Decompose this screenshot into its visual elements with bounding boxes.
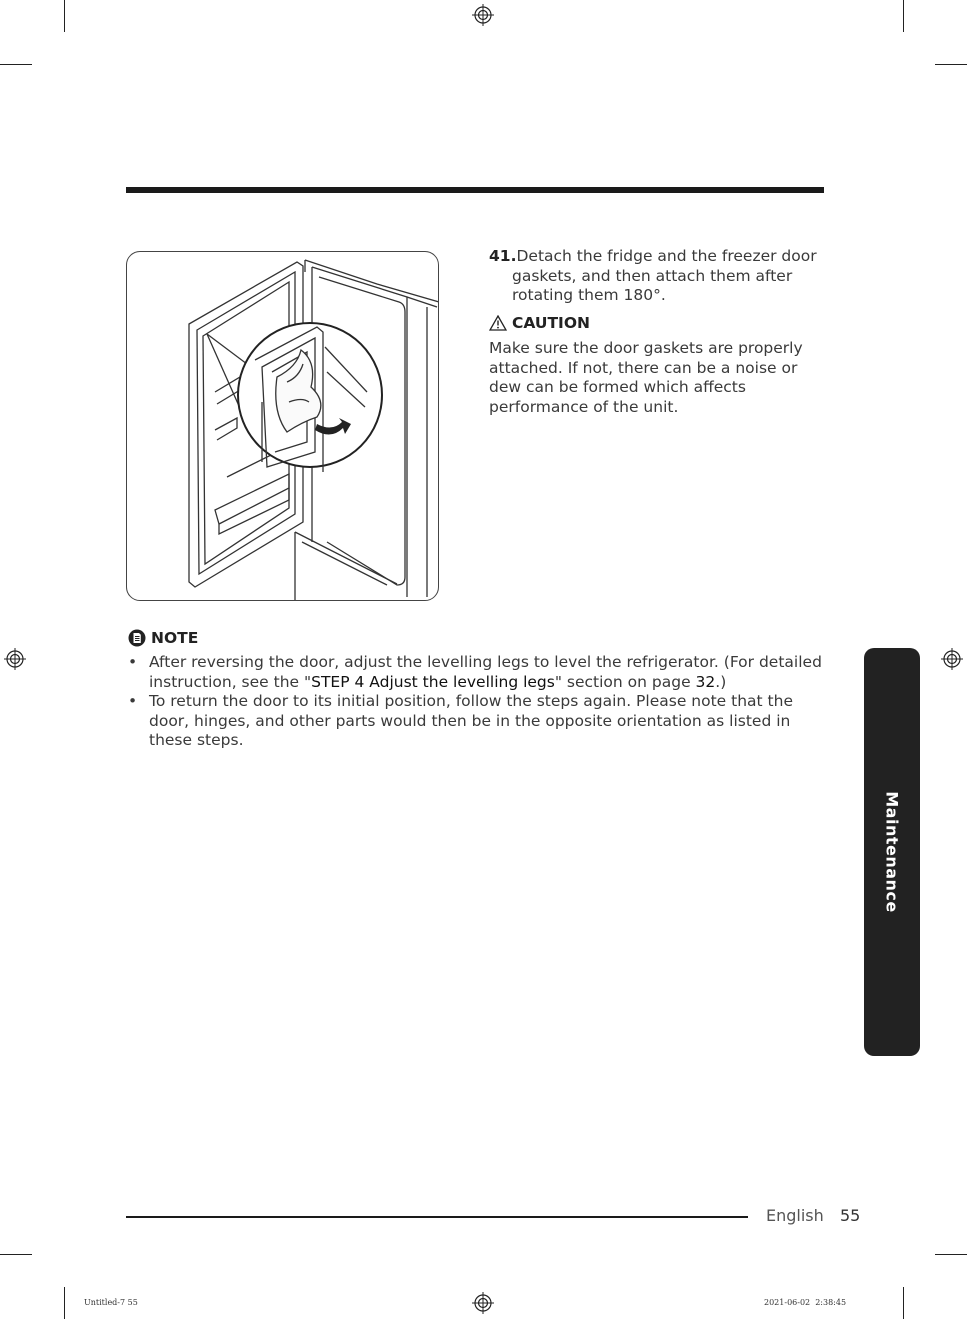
note-text: To return the door to its initial position, follow the steps again. Please note that the door, hinges, and other parts would then be in the opposite orientation as listed in these steps. bbox=[149, 692, 793, 749]
section-side-tab-label: Maintenance bbox=[882, 791, 902, 913]
section-side-tab bbox=[864, 648, 920, 1056]
door-gasket-illustration bbox=[126, 251, 439, 601]
registration-mark-icon bbox=[472, 4, 494, 26]
note-text: .) bbox=[715, 672, 727, 691]
note-text: " section on page bbox=[554, 672, 696, 691]
bullet: • bbox=[128, 653, 138, 671]
print-imprint-right: 2021-06-02 ￼￼ 2:38:45 bbox=[764, 1298, 847, 1307]
page-number: 55 bbox=[840, 1206, 861, 1225]
note-heading bbox=[128, 629, 198, 647]
footer-rule bbox=[126, 1216, 748, 1218]
page-reference-link[interactable]: 32 bbox=[695, 672, 716, 691]
fridge-door-drawing bbox=[127, 252, 438, 600]
crop-mark bbox=[64, 1287, 65, 1319]
caution-title: CAUTION bbox=[512, 314, 590, 332]
caution-heading bbox=[489, 314, 590, 332]
crop-mark bbox=[64, 0, 65, 32]
note-item bbox=[128, 692, 828, 751]
registration-mark-icon bbox=[472, 1292, 494, 1314]
crop-mark bbox=[935, 64, 967, 65]
footer-language: English bbox=[766, 1206, 824, 1225]
caution-text: Make sure the door gaskets are properly attached. If not, there can be a noise or dew can be formed which affects performance of the unit. bbox=[489, 339, 803, 416]
note-icon bbox=[128, 629, 146, 647]
crop-mark bbox=[903, 0, 904, 32]
step-text: Detach the fridge and the freezer door gaskets, and then attach them after rotating them 180°. bbox=[512, 247, 817, 304]
note-item bbox=[128, 653, 828, 692]
print-imprint-left: Untitled-7 55 bbox=[84, 1298, 138, 1307]
step-41 bbox=[489, 247, 852, 306]
note-text: After reversing the door, adjust the levelling legs to level the refrigerator. (For detailed instruction, see the " bbox=[149, 653, 822, 691]
registration-mark-icon bbox=[4, 648, 26, 670]
crop-mark bbox=[0, 64, 32, 65]
registration-mark-icon bbox=[941, 648, 963, 670]
warning-triangle-icon bbox=[489, 315, 507, 331]
crop-mark bbox=[0, 1254, 32, 1255]
crop-mark bbox=[935, 1254, 967, 1255]
step-number: 41. bbox=[489, 247, 517, 265]
note-title: NOTE bbox=[151, 629, 199, 647]
note-list bbox=[128, 653, 828, 751]
step-4-reference-link[interactable]: STEP 4 Adjust the levelling legs bbox=[311, 672, 555, 691]
crop-mark bbox=[903, 1287, 904, 1319]
bullet: • bbox=[128, 692, 138, 710]
header-rule bbox=[126, 187, 824, 193]
